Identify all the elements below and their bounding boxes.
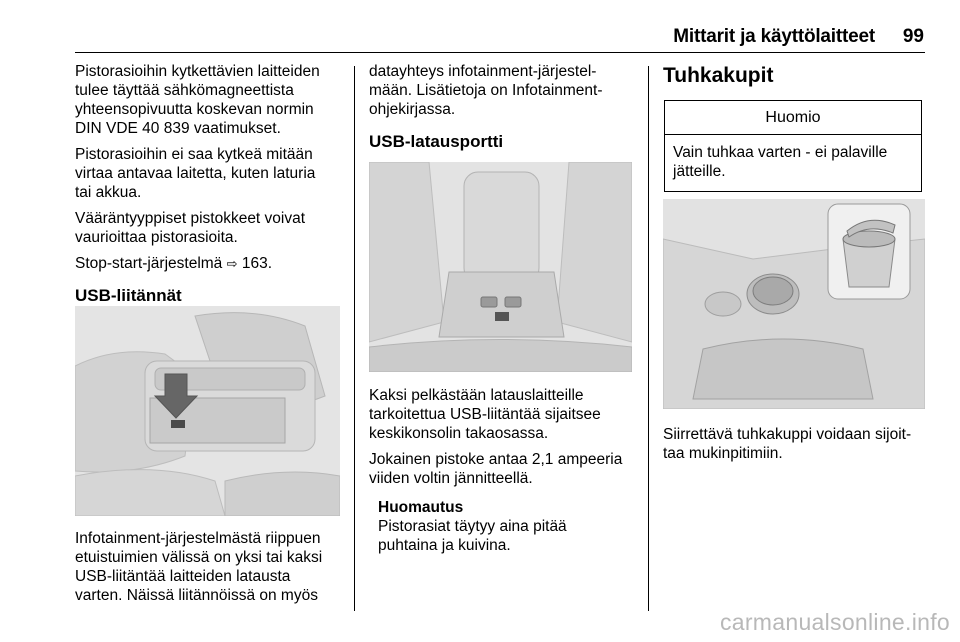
paragraph-no-power-devices: Pistorasioihin ei saa kytkeä mitään virtaa antavaa laitetta, kuten laturia tai akkua. xyxy=(75,146,316,201)
usb-charging-illustration xyxy=(369,162,632,372)
page-reference-arrow-icon: ⇨ xyxy=(226,257,238,272)
page-number: 99 xyxy=(902,26,924,47)
note-heading: Huomautus xyxy=(378,499,464,516)
paragraph-data-connection: datayhteys infotainment-järjestel- mään. Lisätietoja on Infotainment- ohjekirjassa. xyxy=(369,63,603,118)
column-divider-1 xyxy=(354,66,355,611)
paragraph-ampere: Jokainen pistoke antaa 2,1 ampeeria viiden voltin jännitteellä. xyxy=(369,451,623,487)
watermark-text: carmanualsonline.info xyxy=(719,609,950,635)
notice-title: Huomio xyxy=(665,101,921,135)
usb-port-illustration xyxy=(75,306,340,516)
column-2 xyxy=(369,62,637,161)
paragraph-stop-start: Stop-start-järjestelmä ⇨ 163. xyxy=(75,255,272,272)
header-rule xyxy=(75,52,925,53)
paragraph-two-usb: Kaksi pelkästään latauslaitteille tarkoitettua USB-liitäntää sijaitsee keskikonsolin takaosassa. xyxy=(369,387,601,442)
heading-usb-ports: USB-liitännät xyxy=(75,286,182,305)
column-divider-2 xyxy=(648,66,649,611)
note-block: Huomautus Pistorasiat täytyy aina pitää puhtaina ja kuivina. xyxy=(369,498,639,555)
usb-caption: Infotainment-järjestelmästä riippuen etuistuimien välissä on yksi tai kaksi USB-liitäntää laitteiden latausta varten. Näissä liitännöissä on myös xyxy=(75,530,323,604)
notice-box xyxy=(664,100,922,192)
heading-ashtrays: Tuhkakupit xyxy=(663,64,774,87)
notice-body: Vain tuhkaa varten - ei palaville jätteille. xyxy=(673,144,888,180)
ashtray-caption: Siirrettävä tuhkakuppi voidaan sijoit- taa mukinpitimiin. xyxy=(663,426,912,462)
column-2-lower xyxy=(369,386,639,555)
page-reference-link[interactable]: 163. xyxy=(241,255,272,272)
heading-usb-charging-port: USB-latausportti xyxy=(369,132,504,151)
running-header-title: Mittarit ja käyttölaitteet xyxy=(673,26,875,47)
column-1 xyxy=(75,62,345,315)
paragraph-emc: Pistorasioihin kytkettävien laitteiden tulee täyttää sähkömagneettista yhteensopivuutta koskevan normin DIN VDE 40 839 vaatimukset. xyxy=(75,63,320,137)
paragraph-wrong-plugs: Vääräntyyppiset pistokkeet voivat vaurioittaa pistorasioita. xyxy=(75,210,306,246)
ashtray-illustration xyxy=(663,199,925,409)
